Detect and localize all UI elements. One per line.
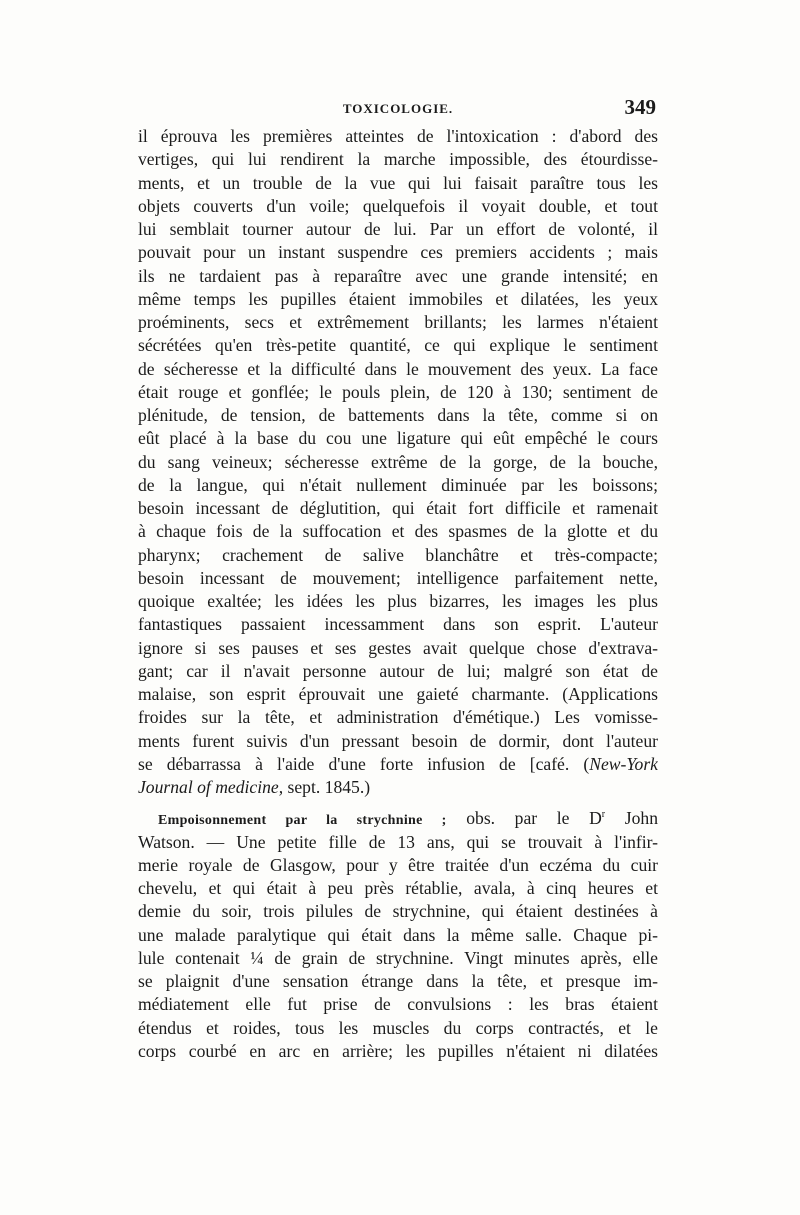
text-line: corps courbé en arc en arrière; les pupilles n'étaient ni dilatées: [138, 1040, 658, 1061]
text-line: se plaignit d'une sensation étrange dans la tête, et presque im-: [138, 971, 658, 991]
running-head: TOXICOLOGIE.: [342, 101, 454, 116]
author-name: John: [605, 808, 658, 829]
text-line: fantastiques passaient incessamment dans son esprit. L'auteur: [138, 614, 658, 635]
heading-tail: obs. par le D: [446, 808, 602, 829]
text-line: malaise, son esprit éprouvait une gaieté charmante. (Applications: [138, 684, 658, 704]
text-line: besoin incessant de mouvement; intelligence parfaitement nette,: [138, 567, 658, 588]
text-line: pharynx; crachement de salive blanchâtre et très-compacte;: [138, 544, 658, 565]
journal-title-part1: New-York: [589, 753, 658, 774]
text-line: gant; car il n'avait personne autour de lui; malgré son état de: [138, 660, 658, 681]
citation-date: sept. 1845.): [283, 777, 371, 797]
text-line: besoin incessant de déglutition, qui était fort difficile et ramenait: [138, 498, 658, 518]
section-heading-line: [138, 807, 658, 830]
text-line: ignore si ses pauses et ses gestes avait quelque chose d'extrava-: [138, 637, 658, 658]
book-page: [138, 95, 658, 1095]
text-line: lule contenait ¼ de grain de strychnine. Vingt minutes après, elle: [138, 947, 658, 968]
text-line: merie royale de Glasgow, pour y être traitée d'un eczéma du cuir: [138, 854, 658, 875]
page-header: [138, 95, 658, 125]
text-line: de sécheresse et la difficulté dans le mouvement des yeux. La face: [138, 358, 658, 379]
text-line: eût placé à la base du cou une ligature qui eût empêché le cours: [138, 428, 658, 449]
paragraph-strychnine: [138, 807, 658, 1063]
text-line: ils ne tardaient pas à reparaître avec une grande intensité; en: [138, 265, 658, 286]
text-line: proéminents, secs et extrêmement brillants; les larmes n'étaient: [138, 312, 658, 332]
text-line: du sang veineux; sécheresse extrême de la gorge, de la bouche,: [138, 451, 658, 472]
paragraph-continuation: [138, 125, 658, 799]
text-line: de la langue, qui n'était nullement diminuée par les boissons;: [138, 474, 658, 495]
text-line: ments furent suivis d'un pressant besoin de dormir, dont l'auteur: [138, 730, 658, 751]
text-line: médiatement elle fut prise de convulsions : les bras étaient: [138, 994, 658, 1015]
text-line: même temps les pupilles étaient immobiles et dilatées, les yeux: [138, 288, 658, 309]
text-line: vertiges, qui lui rendirent la marche impossible, des étourdisse-: [138, 149, 658, 170]
text-line: Watson. — Une petite fille de 13 ans, qui se trouvait à l'infir-: [138, 831, 658, 852]
text-line: ments, et un trouble de la vue qui lui faisait paraître tous les: [138, 172, 658, 193]
citation-lead-text: se débarrassa à l'aide d'une forte infusion de [café. (: [138, 753, 590, 774]
page-number: 349: [624, 95, 656, 119]
text-line: quoique exaltée; les idées les plus bizarres, les images les plus: [138, 591, 658, 611]
text-line: une malade paralytique qui était dans la même salle. Chaque pi-: [138, 924, 658, 945]
text-line: étendus et roides, tous les muscles du corps contractés, et le: [138, 1017, 658, 1038]
text-line: à chaque fois de la suffocation et des spasmes de la glotte et du: [138, 521, 658, 542]
text-line: sécrétées qu'en très-petite quantité, ce qui explique le sentiment: [138, 335, 658, 356]
text-line: lui semblait tourner autour de lui. Par un effort de volonté, il: [138, 219, 658, 239]
text-line: froides sur la tête, et administration d'émétique.) Les vomisse-: [138, 707, 658, 728]
text-line: chevelu, et qui était à peu près rétablie, avala, à cinq heures et: [138, 878, 658, 898]
text-line-citation-end: [138, 776, 658, 799]
text-line: objets couverts d'un voile; quelquefois il voyait double, et tout: [138, 195, 658, 216]
text-line: était rouge et gonflée; le pouls plein, de 120 à 130; sentiment de: [138, 381, 658, 402]
text-line: demie du soir, trois pilules de strychnine, qui étaient destinées à: [138, 901, 658, 922]
section-heading: Empoisonnement par la strychnine ;: [158, 813, 447, 829]
doctor-superscript: r: [601, 809, 606, 821]
journal-title-part2: Journal of medicine,: [138, 777, 284, 797]
text-line: pouvait pour un instant suspendre ces premiers accidents ; mais: [138, 242, 658, 263]
text-line: il éprouva les premières atteintes de l'intoxication : d'abord des: [138, 126, 658, 146]
text-line: plénitude, de tension, de battements dans la tête, comme si on: [138, 405, 658, 425]
text-line-citation: [138, 753, 658, 776]
